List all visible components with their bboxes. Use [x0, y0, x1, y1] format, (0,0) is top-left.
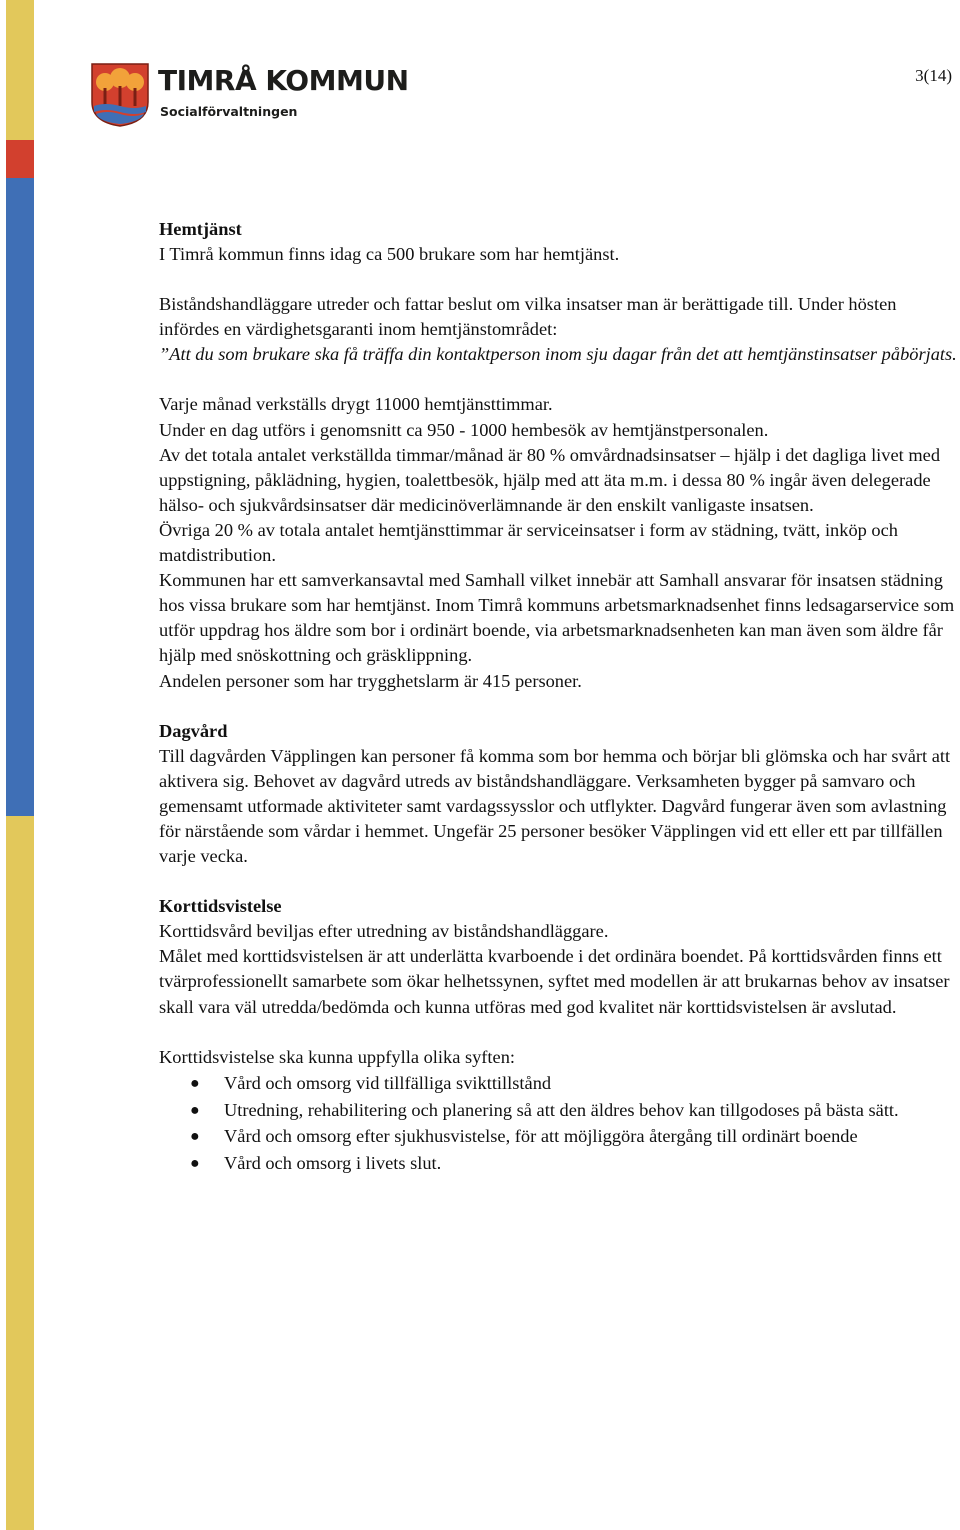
- coat-of-arms-icon: [90, 62, 150, 128]
- heading-dagvard: Dagvård: [159, 720, 228, 741]
- list-item: [159, 1098, 959, 1123]
- paragraph: Korttidsvistelse ska kunna uppfylla olika syften:: [159, 1046, 516, 1067]
- document-body: [159, 217, 959, 1176]
- side-stripe-yellow-bottom: [6, 816, 34, 1530]
- paragraph: Av det totala antalet verkställda timmar/månad är 80 % omvårdnadsinsatser – hjälp i det dagliga livet med uppstigning, påklädning, hygien, toalettbesök, hjälp med att äta m.m. i dessa 80 % ingår även delegerade hälso- och sjukvårdsinsatser där medicinöverlämnande är den enskilt vanligaste insatsen.: [159, 444, 941, 515]
- bullet-icon: ●: [190, 1101, 200, 1119]
- list-item-text: Vård och omsorg vid tillfälliga svikttillstånd: [224, 1073, 552, 1094]
- list-item: [159, 1151, 959, 1176]
- paragraph: Kommunen har ett samverkansavtal med Samhall vilket innebär att Samhall ansvarar för insatsen städning hos vissa brukare som har hemtjänst. Inom Timrå kommuns arbetsmarknadsenhet finns ledsagarservice som utför uppdrag hos äldre som bor i ordinärt boende, via arbetsmarknadsenheten kan man även som äldre får hjälp med snöskottning och gräsklippning.: [159, 570, 955, 666]
- paragraph: Till dagvården Väpplingen kan personer få komma som bor hemma och börjar bli glömska och har svårt att aktivera sig. Behovet av dagvård utreds av biståndshandläggare. Verksamheten bygger på samvaro och gemensamt utformade aktiviteter samt vardagssysslor och utflykter. Dagvård fungerar även som avlastning för närstående som vårdar i hemmet. Ungefär 25 personer besöker Väpplingen vid ett eller ett par tillfällen varje vecka.: [159, 745, 951, 867]
- page-number: 3(14): [915, 66, 952, 85]
- logo-title: TIMRÅ KOMMUN: [158, 64, 409, 97]
- list-item-text: Utredning, rehabilitering och planering så att den äldres behov kan tillgodoses på bästa sätt.: [224, 1099, 899, 1120]
- paragraph: Korttidsvård beviljas efter utredning av biståndshandläggare.: [159, 921, 609, 942]
- bullet-icon: ●: [190, 1075, 200, 1093]
- municipality-logo: [90, 62, 409, 130]
- paragraph: Övriga 20 % av totala antalet hemtjänsttimmar är serviceinsatser i form av städning, tvätt, inköp och matdistribution.: [159, 519, 898, 566]
- list-item: [159, 1071, 959, 1096]
- paragraph: Varje månad verkställs drygt 11000 hemtjänsttimmar.: [159, 394, 553, 415]
- list-item-text: Vård och omsorg i livets slut.: [224, 1153, 442, 1173]
- paragraph: Under en dag utförs i genomsnitt ca 950 - 1000 hembesök av hemtjänstpersonalen.: [159, 419, 769, 440]
- bullet-list: [159, 1071, 959, 1176]
- paragraph: I Timrå kommun finns idag ca 500 brukare som har hemtjänst.: [159, 244, 620, 265]
- quote-paragraph: ”Att du som brukare ska få träffa din kontaktperson inom sju dagar från det att hemtjänstinsatser påbörjats.: [159, 344, 957, 365]
- bullet-icon: ●: [190, 1128, 200, 1146]
- bullet-icon: ●: [190, 1155, 200, 1172]
- paragraph: Biståndshandläggare utreder och fattar beslut om vilka insatser man är berättigade till. Under hösten infördes en värdighetsgaranti inom hemtjänstområdet:: [159, 294, 897, 340]
- list-item-text: Vård och omsorg efter sjukhusvistelse, för att möjliggöra återgång till ordinärt boende: [224, 1126, 858, 1147]
- side-stripe-red: [6, 140, 34, 178]
- paragraph: Målet med korttidsvistelsen är att underlätta kvarboende i det ordinära boendet. På korttidsvården finns ett tvärprofessionellt samarbete som ökar helhetssynen, syftet med modellen är att brukarnas behov av insatser skall vara väl utredda/bedömda och kunna utföras med god kvalitet när korttidsvistelsen är avslutad.: [159, 946, 950, 1017]
- heading-hemtjanst: Hemtjänst: [159, 219, 242, 239]
- side-stripe-blue: [6, 178, 34, 816]
- list-item: [159, 1124, 959, 1149]
- paragraph: Andelen personer som har trygghetslarm är 415 personer.: [159, 670, 582, 691]
- side-stripe-yellow-top: [6, 0, 34, 140]
- heading-korttidsvistelse: Korttidsvistelse: [159, 896, 282, 917]
- logo-subtitle: Socialförvaltningen: [160, 104, 298, 119]
